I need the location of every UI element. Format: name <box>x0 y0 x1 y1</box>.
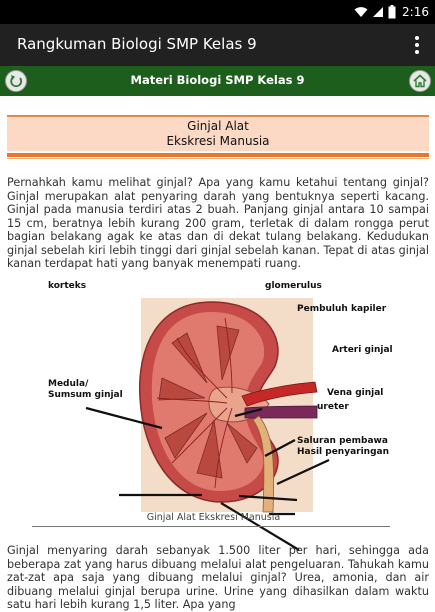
heading-underline <box>7 153 429 157</box>
paragraph-1: Pernahkah kamu melihat ginjal? Apa yang kamu ketahui tentang ginjal? Ginjal merupakan alat penyaring darah yang bentuknya seperti kacang. Ginjal pada manusia terdiri atas 2 buah. Panjang ginjal antara 10 sampai 15 cm, beratnya lebih kurang 200 gram, terletak di dalam rongga perut bagian belakang agak ke atas dan di dekat tulang belakang. Kedudukan ginjal sebelah kiri lebih tinggi dari ginjal sebelah kanan. Tepat di atas ginjal kanan terdapat hati yang banyak menempati ruang. <box>7 176 429 270</box>
status-bar <box>0 0 435 24</box>
battery-icon <box>388 5 396 19</box>
sub-bar <box>0 66 435 96</box>
status-icons <box>354 3 429 21</box>
label-vena-ginjal: Vena ginjal <box>327 388 384 398</box>
status-time: 2:16 <box>402 5 429 19</box>
app-bar <box>0 24 435 66</box>
label-korteks: korteks <box>48 281 87 291</box>
app-title: Rangkuman Biologi SMP Kelas 9 <box>17 35 257 53</box>
label-glomerulus: glomerulus <box>265 281 322 291</box>
home-icon <box>413 74 427 88</box>
wifi-icon <box>354 6 368 18</box>
label-saluran: Saluran pembawa Hasil penyaringan <box>297 436 390 457</box>
article-content[interactable] <box>0 96 435 611</box>
signal-icon <box>372 6 384 18</box>
kidney-figure <box>7 281 420 528</box>
home-button[interactable] <box>409 70 431 92</box>
label-arteri-ginjal: Arteri ginjal <box>332 345 393 355</box>
heading-underline-thin <box>7 158 429 159</box>
sub-title: Materi Biologi SMP Kelas 9 <box>130 73 305 87</box>
heading-line-2: Ekskresi Manusia <box>166 134 270 148</box>
figure-caption: Ginjal Alat Ekskresi Manusia <box>146 512 281 523</box>
article-heading <box>7 115 429 151</box>
overflow-menu-icon[interactable] <box>409 34 425 56</box>
heading-line-1: Ginjal Alat <box>187 119 249 133</box>
paragraph-2: Ginjal menyaring darah sebanyak 1.500 liter per hari, sehingga ada beberapa zat yang harus dibuang melalui alat pengeluaran. Tahukah kamu zat-zat apa saja yang dibuang melalui ginjal? Urea, amonia, dan air dibuang melalui ginjal berupa urine. Urine yang dihasilkan dalam waktu satu hari lebih kurang 1,5 liter. Apa yang <box>7 544 429 611</box>
caption-rule <box>32 526 390 527</box>
label-medula: Medula/ Sumsum ginjal <box>48 379 123 400</box>
label-ureter: ureter <box>317 402 349 412</box>
label-pembuluh-kapiler: Pembuluh kapiler <box>297 304 387 314</box>
